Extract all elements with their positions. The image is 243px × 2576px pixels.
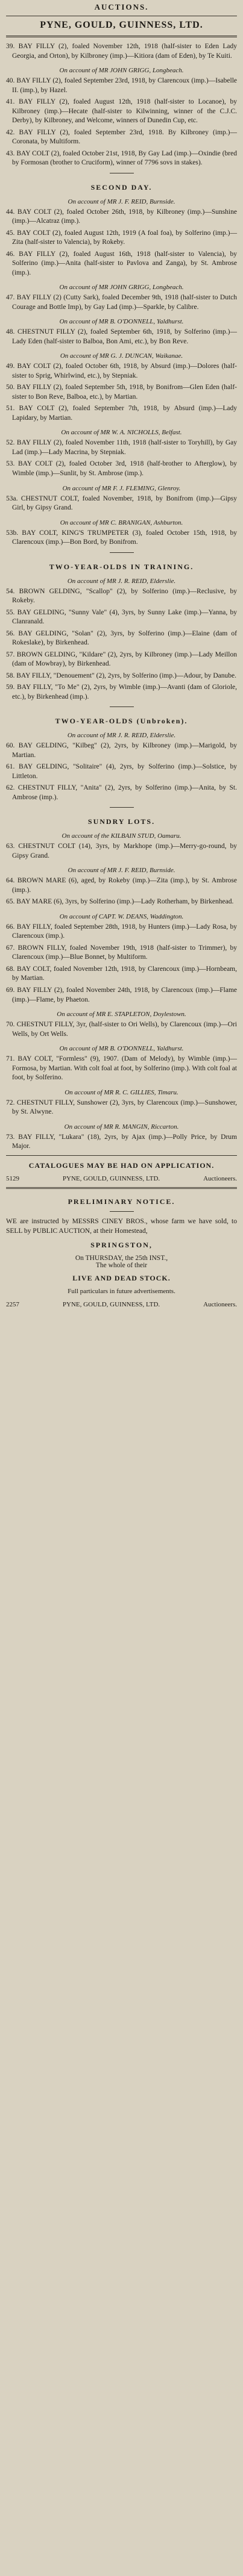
divider — [110, 807, 134, 808]
account-heading: On account of MR J. F. REID, Burnside. — [68, 198, 175, 205]
lot-entry: 41. BAY FILLY (2), foaled August 12th, 1918 (half-sister to Locanoe), by Kilbroney (imp.)—Hecate (half-sister to Kilwinning, winner of the C.J.C. Derby), by Kilbroney, and Welcome, winners of Dunedin Cup, etc. — [6, 98, 237, 125]
lot-entry: 71. BAY COLT, "Formless" (9), 1907. (Dam of Melody), by Wimble (imp.)—Formosa, by Martian. With colt foal at foot, by Solferino (imp.). With colt foal at foot, by Solferino. — [6, 1055, 237, 1082]
lot-entry: 68. BAY COLT, foaled November 12th, 1918, by Clarencoux (imp.)—Hornbeam, by Martian. — [6, 965, 237, 982]
divider — [6, 1187, 237, 1189]
divider — [110, 552, 134, 553]
second-day-heading: SECOND DAY. — [90, 182, 153, 192]
lot-group — [6, 362, 237, 423]
lot-entry: 44. BAY COLT (2), foaled October 26th, 1918, by Kilbroney (imp.)—Sunshine (imp.)—Alcatraz (imp.). — [6, 208, 237, 225]
lot-entry: 63. CHESTNUT COLT (14), 3yrs, by Markhope (imp.)—Merry-go-round, by Gipsy Grand. — [6, 843, 237, 859]
lot-entry: 39. BAY FILLY (2), foaled November 12th, 1918 (half-sister to Eden Lady Georgia, and Orton), by Kilbroney (imp.)—Kitiora (dam of Eden), by Te Kuiti. — [6, 43, 237, 60]
two-year-olds-heading: TWO-YEAR-OLDS IN TRAINING. — [49, 562, 194, 571]
lot-group — [6, 923, 237, 1005]
lot-entry: 67. BROWN FILLY, foaled November 19th, 1918 (half-sister to Trimmer), by Clarencoux (imp.)—Blue Bonnet, by Multiform. — [6, 944, 237, 961]
preliminary-heading: PRELIMINARY NOTICE. — [68, 1197, 175, 1206]
lot-group — [6, 42, 237, 61]
firm-name: PYNE, GOULD, GUINNESS, LTD. — [40, 20, 203, 30]
lot-entry: 54. BROWN GELDING, "Scallop" (2), by Solferino (imp.)—Reclusive, by Rokeby. — [6, 587, 237, 605]
account-heading: On account of MR F. J. FLEMING, Glenroy. — [62, 484, 181, 492]
account-heading: On account of MR B. O'DONNELL, Yaldhurst. — [59, 318, 184, 326]
lot-entry: 49. BAY COLT (2), foaled October 6th, 1918, by Absurd (imp.)—Dolores (half-sister to Sprig, Whirlwind, etc.), by Stepniak. — [6, 363, 237, 379]
account-heading: On account of MR E. STAPLETON, Doylestown. — [57, 1011, 186, 1018]
lot-entry: 65. BAY MARE (6), 3yrs, by Solferino (imp.)—Lady Rotherham, by Birkenhead. — [6, 898, 234, 906]
account-heading: On account of MR B. O'DONNELL, Yaldhurst. — [59, 1045, 184, 1053]
lot-entry: 48. CHESTNUT FILLY (2), foaled September 6th, 1918, by Solferino (imp.)—Lady Eden (half-sister to Balboa, Bon Ami, etc.), by Bon Reve. — [6, 328, 237, 345]
lot-group — [6, 529, 237, 547]
account-heading: On account of MR J. R. REID, Elderslie. — [67, 732, 176, 740]
lot-group — [6, 494, 237, 513]
lot-entry: 69. BAY FILLY (2), foaled November 24th, 1918, by Clarencoux (imp.)—Flame (imp.)—Flame, by Phaeton. — [6, 987, 237, 1003]
lot-entry: 53. BAY COLT (2), foaled October 3rd, 1918 (half-brother to Afterglow), by Wimble (imp.)—Sunlit, by St. Ambrose (imp.). — [6, 460, 237, 477]
account-heading: On account of MR R. MANGIN, Riccarton. — [64, 1123, 179, 1131]
lot-group — [6, 1133, 237, 1152]
lot-entry: 53b. BAY COLT, KING'S TRUMPETER (3), foaled October 15th, 1918, by Clarencoux (imp.)—Bon Bord, by Bonifrom. — [6, 529, 237, 546]
lot-entry: 60. BAY GELDING, "Kilbeg" (2), 2yrs, by Kilbroney (imp.)—Marigold, by Martian. — [6, 742, 237, 759]
account-heading: On account of MR C. BRANIGAN, Ashburton. — [60, 519, 183, 526]
lot-group — [6, 438, 237, 478]
signature-role: Auctioneers. — [203, 1301, 237, 1309]
lot-entry: 47. BAY FILLY (2) (Cutty Sark), foaled December 9th, 1918 (half-sister to Dutch Courage and Bottle Imp), by Gay Lad (imp.)—Sparkle, by Calibre. — [6, 294, 237, 311]
lot-entry: 53a. CHESTNUT COLT, foaled November, 1918, by Bonifrom (imp.)—Gipsy Girl, by Gipsy Grand. — [6, 494, 237, 512]
divider — [6, 1155, 237, 1156]
divider — [110, 1211, 134, 1212]
lot-entry: 57. BROWN GELDING, "Kildare" (2), 2yrs, by Kilbroney (imp.)—Lady Meillon (dam of Mowbray), by Birkenhead. — [6, 650, 237, 668]
lot-group — [6, 208, 237, 278]
lot-entry: 66. BAY FILLY, foaled September 28th, 1918, by Hunters (imp.)—Lady Rosa, by Clarencoux (imp.). — [6, 923, 237, 940]
lot-entry: 72. CHESTNUT FILLY, Sunshower (2), 3yrs, by Clarencoux (imp.)—Sunshower, by St. Alwyne. — [6, 1099, 237, 1116]
divider — [6, 36, 237, 37]
notice-later: Full particulars in future advertisements. — [68, 1288, 175, 1296]
signature-firm: PYNE, GOULD, GUINNESS, LTD. — [62, 1301, 160, 1309]
account-heading: On account of MR J. F. REID, Burnside. — [68, 867, 175, 875]
auction-page — [0, 2, 243, 2576]
lot-group — [6, 1055, 237, 1083]
account-heading: On account of MR W. A. NICHOLLS, Belfast. — [61, 429, 182, 437]
account-heading: On account of MR JOHN GRIGG, Longbeach. — [59, 284, 184, 292]
lot-entry: 58. BAY FILLY, "Denouement" (2), 2yrs, by Solferino (imp.)—Adour, by Danube. — [6, 672, 237, 679]
notice-stock: LIVE AND DEAD STOCK. — [72, 1274, 171, 1283]
divider — [110, 706, 134, 707]
lot-entry: 56. BAY GELDING, "Solan" (2), 3yrs, by Solferino (imp.)—Elaine (dam of Rokeslake), by Birkenhead. — [6, 629, 237, 647]
lot-group — [6, 587, 237, 702]
signature-block — [6, 1301, 237, 1308]
unbroken-heading: TWO-YEAR-OLDS (Unbroken). — [55, 717, 188, 726]
notice-place: SPRINGSTON, — [90, 1241, 153, 1250]
lot-entry: 59. BAY FILLY, "To Me" (2), 2yrs, by Wimble (imp.)—Avanti (dam of Gloriole, etc.), by Birkenhead (imp.). — [6, 684, 237, 700]
lot-group — [6, 1099, 237, 1117]
lot-group — [6, 842, 237, 861]
account-heading: On account of CAPT. W. DEANS, Waddington. — [59, 912, 184, 920]
lot-group — [6, 876, 237, 907]
lot-entry: 46. BAY FILLY (2), foaled August 16th, 1918 (half-sister to Valencia), by Solferino (imp.)—Anita (half-sister to Pavlova and Zanga), by St. Ambrose (imp.). — [6, 250, 237, 276]
reference-number: 5129 — [6, 1174, 19, 1182]
sundry-heading: SUNDRY LOTS. — [87, 817, 156, 826]
account-heading: On account of MR G. J. DUNCAN, Waikanae. — [60, 352, 183, 360]
lot-entry: 64. BROWN MARE (6), aged, by Rokeby (imp.)—Zita (imp.), by St. Ambrose (imp.). — [6, 877, 237, 894]
signature-firm: PYNE, GOULD, GUINNESS, LTD. — [62, 1174, 160, 1182]
account-heading: On account of MR R. C. GILLIES, Timaru. — [65, 1088, 178, 1096]
account-heading: On account of the KILBAIN STUD, Oamaru. — [62, 832, 181, 840]
notice-date: On THURSDAY, the 25th INST., — [75, 1255, 168, 1262]
lot-entry: 62. CHESTNUT FILLY, "Anita" (2), 2yrs, by Solferino (imp.)—Anita, by St. Ambrose (imp.). — [6, 784, 237, 801]
account-heading: On account of MR J. R. REID, Elderslie. — [67, 577, 176, 585]
reference-number: 2257 — [6, 1301, 19, 1309]
lot-entry: 43. BAY COLT (2), foaled October 21st, 1918, By Gay Lad (imp.)—Oxindie (bred by Formosan (brother to Cruciform), winner of 7796 sovs in stakes). — [6, 149, 237, 167]
lot-group — [6, 328, 237, 346]
lot-group — [6, 1020, 237, 1039]
lot-group — [6, 741, 237, 802]
lot-entry: 52. BAY FILLY (2), foaled November 11th, 1918 (half-sister to Toryhill), by Gay Lad (imp.)—Lady Macrina, by Stepniak. — [6, 439, 237, 456]
lot-entry: 50. BAY FILLY (2), foaled September 5th, 1918, by Bonifrom—Glen Eden (half-sister to Bon Reve, Balboa, etc.), by Martian. — [6, 384, 237, 401]
lot-group — [6, 293, 237, 312]
lot-entry: 70. CHESTNUT FILLY, 3yr, (half-sister to Ori Wells), by Clarencoux (imp.)—Ori Wells, by Ort Wells. — [6, 1021, 237, 1038]
lot-entry: 55. BAY GELDING, "Sunny Vale" (4), 3yrs, by Sunny Lake (imp.)—Yanna, by Clanranald. — [6, 608, 237, 626]
account-heading: On account of MR JOHN GRIGG, Longbeach. — [59, 67, 184, 75]
catalogues-note: CATALOGUES MAY BE HAD ON APPLICATION. — [28, 1161, 215, 1170]
lot-entry: 73. BAY FILLY, "Lukara" (18), 2yrs, by Ajax (imp.)—Polly Price, by Drum Major. — [6, 1133, 237, 1150]
lot-entry: 61. BAY GELDING, "Solitaire" (4), 2yrs, by Solferino (imp.)—Solstice, by Littleton. — [6, 763, 237, 780]
lot-group — [6, 76, 237, 168]
section-heading: AUCTIONS. — [94, 2, 149, 11]
lot-entry: 42. BAY FILLY (2), foaled September 23rd, 1918. By Kilbroney (imp.)—Coronata, by Multiform. — [6, 128, 237, 146]
lot-entry: 40. BAY FILLY (2), foaled September 23rd, 1918, by Clarencoux (imp.)—Isabelle II. (imp.), by Hazel. — [6, 77, 237, 94]
signature-role: Auctioneers. — [203, 1174, 237, 1182]
lot-entry: 45. BAY COLT (2), foaled August 12th, 1919 (A foal foa), by Solferino (imp.)—Zita (half-sister to Valencia), by Rokeby. — [6, 229, 237, 246]
lot-entry: 51. BAY COLT (2), foaled September 7th, 1918, by Absurd (imp.)—Lady Lapidary, by Martian. — [6, 405, 237, 422]
signature-block — [6, 1175, 237, 1182]
notice-whole: The whole of their — [95, 1262, 148, 1270]
notice-body: WE are instructed by MESSRS CINEY BROS., whose farm we have sold, to SELL by PUBLIC AUCTION, at their Homestead, — [6, 1217, 237, 1235]
